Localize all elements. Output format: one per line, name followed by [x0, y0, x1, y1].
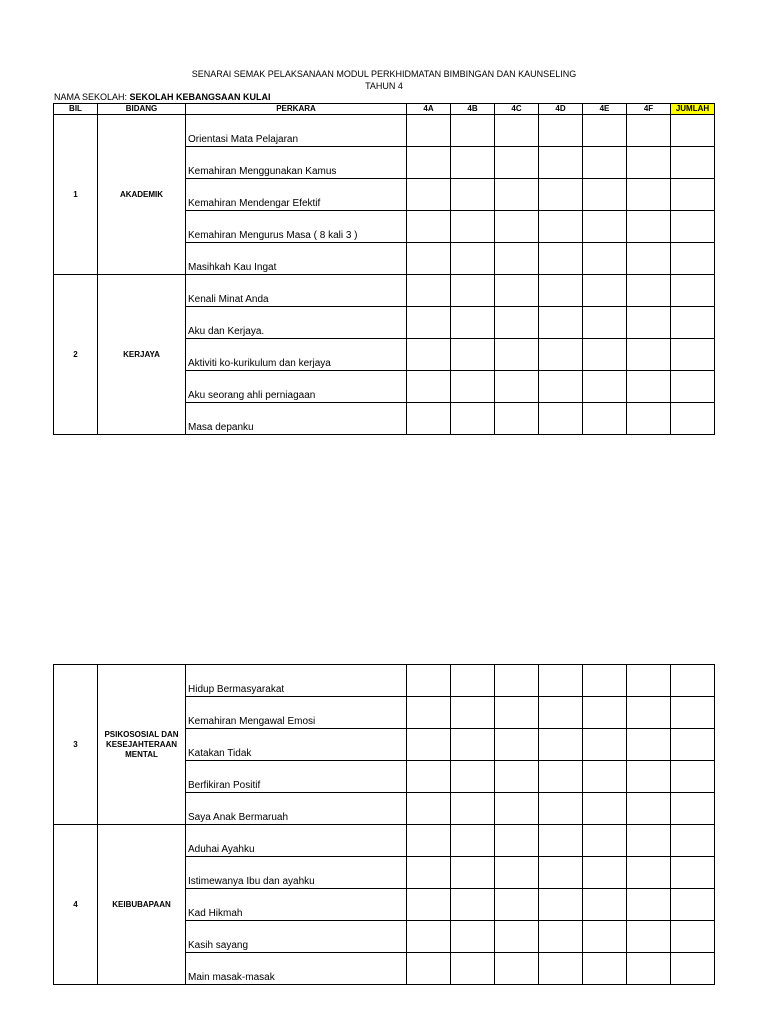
checkbox-cell[interactable]: [583, 339, 627, 371]
perkara-item: Orientasi Mata Pelajaran: [186, 115, 407, 147]
checkbox-cell[interactable]: [407, 793, 451, 825]
checkbox-cell[interactable]: [627, 953, 671, 985]
checkbox-cell[interactable]: [495, 307, 539, 339]
checkbox-cell[interactable]: [627, 211, 671, 243]
jumlah-cell[interactable]: [671, 243, 715, 275]
perkara-item: Kemahiran Mengurus Masa ( 8 kali 3 ): [186, 211, 407, 243]
checkbox-cell[interactable]: [451, 889, 495, 921]
checkbox-cell[interactable]: [495, 403, 539, 435]
jumlah-cell[interactable]: [671, 179, 715, 211]
perkara-item: Kemahiran Mengawal Emosi: [186, 697, 407, 729]
checkbox-cell[interactable]: [407, 179, 451, 211]
checkbox-cell[interactable]: [627, 275, 671, 307]
checkbox-cell[interactable]: [407, 371, 451, 403]
section-bil: 2: [54, 275, 98, 435]
jumlah-cell[interactable]: [671, 147, 715, 179]
checkbox-cell[interactable]: [539, 403, 583, 435]
checkbox-cell[interactable]: [407, 729, 451, 761]
checkbox-cell[interactable]: [627, 371, 671, 403]
checkbox-cell[interactable]: [407, 211, 451, 243]
checkbox-cell[interactable]: [539, 115, 583, 147]
checkbox-cell[interactable]: [407, 697, 451, 729]
checkbox-cell[interactable]: [495, 339, 539, 371]
checkbox-cell[interactable]: [495, 243, 539, 275]
checkbox-cell[interactable]: [451, 147, 495, 179]
checkbox-cell[interactable]: [627, 825, 671, 857]
checkbox-cell[interactable]: [407, 889, 451, 921]
checkbox-cell[interactable]: [451, 825, 495, 857]
jumlah-cell[interactable]: [671, 857, 715, 889]
jumlah-cell[interactable]: [671, 371, 715, 403]
table-body-page2: [54, 665, 715, 985]
checkbox-cell[interactable]: [627, 339, 671, 371]
checkbox-cell[interactable]: [451, 243, 495, 275]
checkbox-cell[interactable]: [495, 211, 539, 243]
header-row: [54, 104, 715, 115]
perkara-item: Katakan Tidak: [186, 729, 407, 761]
jumlah-cell[interactable]: [671, 115, 715, 147]
checkbox-cell[interactable]: [627, 921, 671, 953]
checkbox-cell[interactable]: [539, 857, 583, 889]
jumlah-cell[interactable]: [671, 889, 715, 921]
checkbox-cell[interactable]: [407, 921, 451, 953]
checkbox-cell[interactable]: [451, 115, 495, 147]
checkbox-cell[interactable]: [407, 115, 451, 147]
table-row: [54, 275, 715, 307]
section-bil: 3: [54, 665, 98, 825]
table-row: [54, 825, 715, 857]
checkbox-cell[interactable]: [451, 953, 495, 985]
checkbox-cell[interactable]: [407, 307, 451, 339]
col-header-4a: 4A: [407, 104, 451, 115]
checklist-table-page1: [53, 103, 715, 435]
checkbox-cell[interactable]: [583, 761, 627, 793]
jumlah-cell[interactable]: [671, 211, 715, 243]
checkbox-cell[interactable]: [539, 889, 583, 921]
perkara-item: Main masak-masak: [186, 953, 407, 985]
col-header-4c: 4C: [495, 104, 539, 115]
school-label: NAMA SEKOLAH:: [54, 92, 128, 102]
perkara-item: Aduhai Ayahku: [186, 825, 407, 857]
col-header-4b: 4B: [451, 104, 495, 115]
document-title: SENARAI SEMAK PELAKSANAAN MODUL PERKHIDMATAN BIMBINGAN DAN KAUNSELING: [191, 69, 577, 79]
checkbox-cell[interactable]: [451, 793, 495, 825]
checkbox-cell[interactable]: [627, 729, 671, 761]
checkbox-cell[interactable]: [451, 665, 495, 697]
checkbox-cell[interactable]: [627, 115, 671, 147]
checkbox-cell[interactable]: [539, 243, 583, 275]
section-bil: 1: [54, 115, 98, 275]
checkbox-cell[interactable]: [451, 761, 495, 793]
checkbox-cell[interactable]: [407, 339, 451, 371]
checkbox-cell[interactable]: [539, 371, 583, 403]
checkbox-cell[interactable]: [539, 275, 583, 307]
perkara-item: Hidup Bermasyarakat: [186, 665, 407, 697]
perkara-item: Aktiviti ko-kurikulum dan kerjaya: [186, 339, 407, 371]
perkara-item: Berfikiran Positif: [186, 761, 407, 793]
checkbox-cell[interactable]: [407, 857, 451, 889]
checkbox-cell[interactable]: [627, 243, 671, 275]
checkbox-cell[interactable]: [583, 179, 627, 211]
checkbox-cell[interactable]: [583, 921, 627, 953]
perkara-item: Aku seorang ahli perniagaan: [186, 371, 407, 403]
checkbox-cell[interactable]: [451, 211, 495, 243]
col-header-4f: 4F: [627, 104, 671, 115]
checkbox-cell[interactable]: [451, 371, 495, 403]
document-subtitle: TAHUN 4: [365, 81, 403, 91]
col-header-4d: 4D: [539, 104, 583, 115]
checkbox-cell[interactable]: [539, 729, 583, 761]
col-header-jumlah: JUMLAH: [671, 104, 715, 115]
checkbox-cell[interactable]: [495, 953, 539, 985]
checkbox-cell[interactable]: [539, 953, 583, 985]
checkbox-cell[interactable]: [495, 825, 539, 857]
jumlah-cell[interactable]: [671, 921, 715, 953]
checkbox-cell[interactable]: [495, 857, 539, 889]
checkbox-cell[interactable]: [407, 953, 451, 985]
checkbox-cell[interactable]: [495, 697, 539, 729]
checkbox-cell[interactable]: [539, 761, 583, 793]
jumlah-cell[interactable]: [671, 697, 715, 729]
checkbox-cell[interactable]: [627, 761, 671, 793]
checkbox-cell[interactable]: [539, 179, 583, 211]
section-bidang: PSIKOSOSIAL DAN KESEJAHTERAAN MENTAL: [98, 665, 186, 825]
perkara-item: Aku dan Kerjaya.: [186, 307, 407, 339]
checkbox-cell[interactable]: [495, 275, 539, 307]
table-row: [54, 115, 715, 147]
perkara-item: Saya Anak Bermaruah: [186, 793, 407, 825]
perkara-item: Kasih sayang: [186, 921, 407, 953]
col-header-perkara: PERKARA: [186, 104, 407, 115]
checkbox-cell[interactable]: [495, 179, 539, 211]
checkbox-cell[interactable]: [451, 179, 495, 211]
checkbox-cell[interactable]: [583, 115, 627, 147]
jumlah-cell[interactable]: [671, 729, 715, 761]
checkbox-cell[interactable]: [539, 339, 583, 371]
perkara-item: Masa depanku: [186, 403, 407, 435]
checkbox-cell[interactable]: [407, 275, 451, 307]
checkbox-cell[interactable]: [495, 793, 539, 825]
school-name-line: [54, 92, 271, 103]
checkbox-cell[interactable]: [451, 307, 495, 339]
checkbox-cell[interactable]: [627, 697, 671, 729]
checkbox-cell[interactable]: [627, 857, 671, 889]
checkbox-cell[interactable]: [407, 243, 451, 275]
table-row: [54, 665, 715, 697]
checkbox-cell[interactable]: [627, 179, 671, 211]
jumlah-cell[interactable]: [671, 825, 715, 857]
checkbox-cell[interactable]: [539, 697, 583, 729]
perkara-item: Masihkah Kau Ingat: [186, 243, 407, 275]
jumlah-cell[interactable]: [671, 403, 715, 435]
checkbox-cell[interactable]: [583, 729, 627, 761]
perkara-item: Kemahiran Menggunakan Kamus: [186, 147, 407, 179]
checkbox-cell[interactable]: [495, 371, 539, 403]
checkbox-cell[interactable]: [583, 243, 627, 275]
table-body-page1: [54, 115, 715, 435]
checkbox-cell[interactable]: [539, 211, 583, 243]
checkbox-cell[interactable]: [495, 921, 539, 953]
checkbox-cell[interactable]: [539, 793, 583, 825]
col-header-bidang: BIDANG: [98, 104, 186, 115]
checkbox-cell[interactable]: [407, 147, 451, 179]
checkbox-cell[interactable]: [583, 211, 627, 243]
checkbox-cell[interactable]: [407, 403, 451, 435]
checkbox-cell[interactable]: [451, 697, 495, 729]
checkbox-cell[interactable]: [583, 857, 627, 889]
checklist-table-page2: [53, 664, 715, 985]
checkbox-cell[interactable]: [539, 665, 583, 697]
checkbox-cell[interactable]: [627, 793, 671, 825]
section-bidang: AKADEMIK: [98, 115, 186, 275]
section-bidang: KEIBUBAPAAN: [98, 825, 186, 985]
checkbox-cell[interactable]: [627, 665, 671, 697]
jumlah-cell[interactable]: [671, 339, 715, 371]
checkbox-cell[interactable]: [583, 889, 627, 921]
perkara-item: Istimewanya Ibu dan ayahku: [186, 857, 407, 889]
col-header-bil: BIL: [54, 104, 98, 115]
checkbox-cell[interactable]: [583, 697, 627, 729]
checkbox-cell[interactable]: [583, 307, 627, 339]
checkbox-cell[interactable]: [495, 761, 539, 793]
checkbox-cell[interactable]: [451, 339, 495, 371]
school-name: SEKOLAH KEBANGSAAN KULAI: [129, 92, 271, 102]
checkbox-cell[interactable]: [583, 275, 627, 307]
checkbox-cell[interactable]: [539, 825, 583, 857]
checkbox-cell[interactable]: [539, 147, 583, 179]
checkbox-cell[interactable]: [451, 403, 495, 435]
checkbox-cell[interactable]: [495, 729, 539, 761]
checkbox-cell[interactable]: [407, 825, 451, 857]
checkbox-cell[interactable]: [451, 857, 495, 889]
checkbox-cell[interactable]: [451, 729, 495, 761]
perkara-item: Kad Hikmah: [186, 889, 407, 921]
checkbox-cell[interactable]: [627, 403, 671, 435]
checkbox-cell[interactable]: [583, 793, 627, 825]
checkbox-cell[interactable]: [539, 307, 583, 339]
jumlah-cell[interactable]: [671, 761, 715, 793]
checkbox-cell[interactable]: [407, 761, 451, 793]
jumlah-cell[interactable]: [671, 307, 715, 339]
checkbox-cell[interactable]: [539, 921, 583, 953]
jumlah-cell[interactable]: [671, 953, 715, 985]
perkara-item: Kenali Minat Anda: [186, 275, 407, 307]
checkbox-cell[interactable]: [451, 275, 495, 307]
checkbox-cell[interactable]: [451, 921, 495, 953]
section-bidang: KERJAYA: [98, 275, 186, 435]
checkbox-cell[interactable]: [583, 147, 627, 179]
jumlah-cell[interactable]: [671, 793, 715, 825]
col-header-4e: 4E: [583, 104, 627, 115]
checkbox-cell[interactable]: [407, 665, 451, 697]
checkbox-cell[interactable]: [627, 889, 671, 921]
checkbox-cell[interactable]: [495, 889, 539, 921]
checkbox-cell[interactable]: [583, 953, 627, 985]
checkbox-cell[interactable]: [495, 147, 539, 179]
checkbox-cell[interactable]: [627, 307, 671, 339]
checkbox-cell[interactable]: [495, 665, 539, 697]
perkara-item: Kemahiran Mendengar Efektif: [186, 179, 407, 211]
section-bil: 4: [54, 825, 98, 985]
checkbox-cell[interactable]: [495, 115, 539, 147]
checkbox-cell[interactable]: [627, 147, 671, 179]
checkbox-cell[interactable]: [583, 403, 627, 435]
checkbox-cell[interactable]: [583, 665, 627, 697]
checkbox-cell[interactable]: [583, 371, 627, 403]
jumlah-cell[interactable]: [671, 665, 715, 697]
checkbox-cell[interactable]: [583, 825, 627, 857]
jumlah-cell[interactable]: [671, 275, 715, 307]
